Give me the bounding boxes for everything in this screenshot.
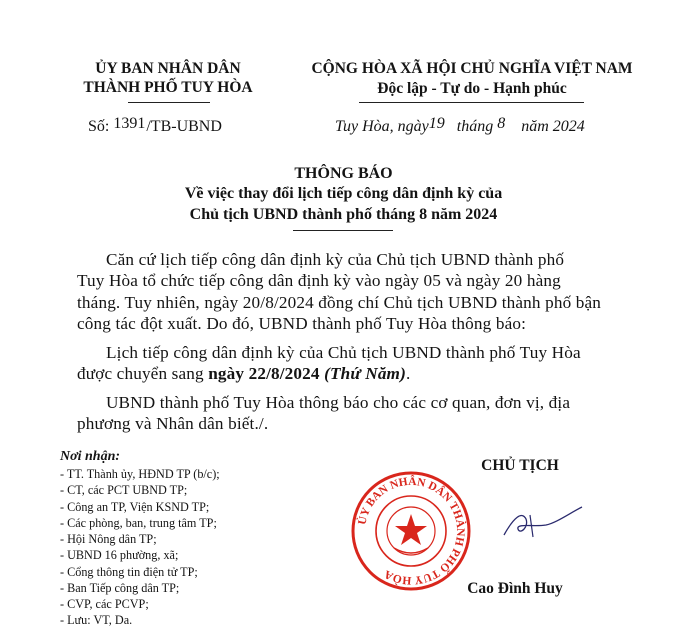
motto-underline: [359, 102, 584, 103]
date-place: Tuy Hòa, ngày: [335, 118, 429, 135]
body-p1-line2: Tuy Hòa tổ chức tiếp công dân định kỳ vào ngày 05 và ngày 20 hàng: [77, 271, 561, 290]
subject-underline: [293, 230, 393, 231]
recipient-item: - Cổng thông tin điện tử TP;: [60, 565, 198, 579]
date-month: 8: [497, 115, 506, 132]
notice-subject-line2: Chủ tịch UBND thành phố tháng 8 năm 2024: [189, 206, 498, 223]
doc-number-value: 1391: [113, 115, 146, 132]
body-p2-line2: [77, 364, 410, 384]
recipients-title: Nơi nhận:: [60, 449, 121, 464]
date-year: năm 2024: [521, 118, 585, 135]
org-underline: [128, 102, 210, 103]
notice-title: THÔNG BÁO: [294, 165, 393, 182]
recipient-item: - Lưu: VT, Da.: [60, 613, 133, 627]
org-name-line2: THÀNH PHỐ TUY HÒA: [83, 79, 253, 96]
body-p1-line3: tháng. Tuy nhiên, ngày 20/8/2024 đồng chí Chủ tịch UBND thành phố bận: [77, 293, 602, 312]
new-date: ngày 22/8/2024: [208, 364, 320, 383]
recipient-item: - Các phòng, ban, trung tâm TP;: [60, 516, 217, 530]
body-p1-line4: công tác đột xuất. Do đó, UBND thành phố Tuy Hòa thông báo:: [77, 314, 527, 333]
body-p3-line1: UBND thành phố Tuy Hòa thông báo cho các cơ quan, đơn vị, địa: [106, 393, 571, 412]
seal-star-icon: [395, 514, 427, 545]
recipient-item: - Hội Nông dân TP;: [60, 532, 157, 546]
body-p3-line2: phương và Nhân dân biết./.: [77, 414, 269, 433]
body-p2-end: .: [405, 364, 411, 383]
official-seal: [350, 470, 472, 592]
body-p1-line1: Căn cứ lịch tiếp công dân định kỳ của Chủ tịch UBND thành phố: [106, 250, 565, 269]
recipient-item: - CT, các PCT UBND TP;: [60, 483, 188, 497]
recipient-item: - TT. Thành ủy, HĐND TP (b/c);: [60, 467, 220, 481]
org-name-line1: ỦY BAN NHÂN DÂN: [95, 60, 241, 77]
body-p2-line1: Lịch tiếp công dân định kỳ của Chủ tịch UBND thành phố Tuy Hòa: [106, 343, 581, 362]
date-month-label: tháng: [456, 118, 494, 135]
doc-number: [88, 115, 222, 136]
nation-title: CỘNG HÒA XÃ HỘI CHỦ NGHĨA VIỆT NAM: [311, 60, 633, 77]
signer-name: Cao Đình Huy: [467, 580, 563, 597]
body-p2-pre: được chuyển sang: [77, 364, 209, 383]
doc-number-suffix: /TB-UBND: [146, 118, 222, 135]
signer-position: CHỦ TỊCH: [481, 457, 559, 474]
handwritten-signature: [500, 505, 585, 545]
date-day: 19: [428, 115, 445, 132]
nation-motto: Độc lập - Tự do - Hạnh phúc: [377, 80, 567, 97]
recipient-item: - Công an TP, Viện KSND TP;: [60, 500, 210, 514]
doc-number-prefix: Số:: [88, 118, 110, 135]
recipient-item: - CVP, các PCVP;: [60, 597, 149, 611]
new-weekday: (Thứ Năm): [324, 364, 406, 383]
notice-subject-line1: Về việc thay đổi lịch tiếp công dân định kỳ của: [184, 185, 503, 202]
doc-date: [335, 115, 585, 136]
recipient-item: - Ban Tiếp công dân TP;: [60, 581, 180, 595]
seal-text: ỦY BAN NHÂN DÂN THÀNH PHỐ TUY HÒA: [356, 475, 467, 587]
recipient-item: - UBND 16 phường, xã;: [60, 548, 179, 562]
